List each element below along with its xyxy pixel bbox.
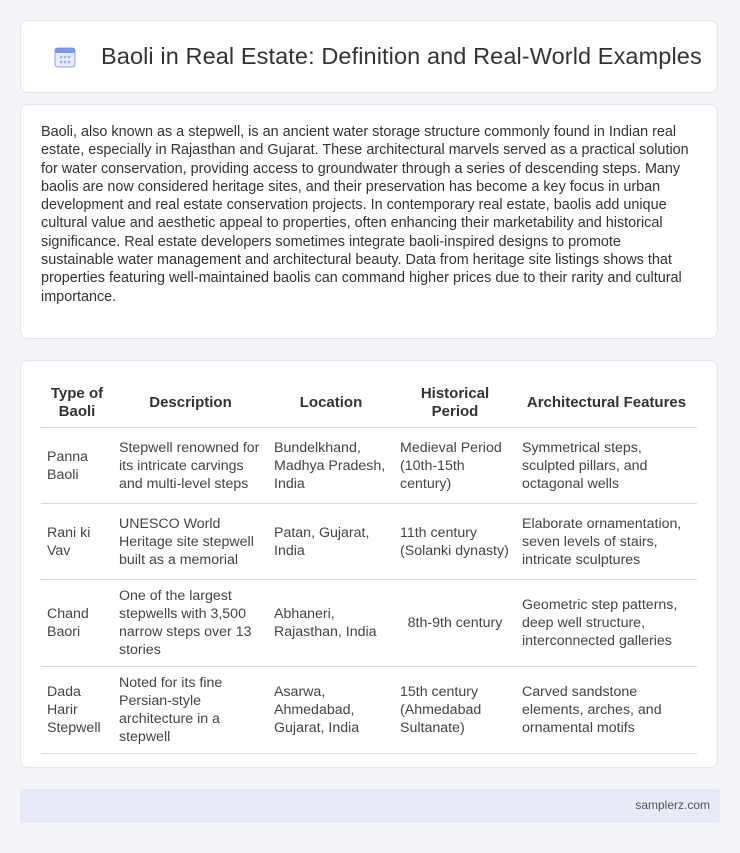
header-period: Historical Period [394, 379, 516, 428]
cell-description: Stepwell renowned for its intricate carvings and multi-level steps [113, 428, 268, 504]
cell-type: Rani ki Vav [41, 504, 113, 580]
table-row [41, 428, 697, 504]
page-title: Baoli in Real Estate: Definition and Real-World Examples [101, 43, 702, 69]
header-type: Type of Baoli [41, 379, 113, 428]
calendar-grid-icon [53, 45, 77, 69]
cell-type: Panna Baoli [41, 428, 113, 504]
table-row [41, 580, 697, 667]
footer-site-link[interactable]: samplerz.com [635, 798, 710, 812]
cell-period: Medieval Period (10th-15th century) [394, 428, 516, 504]
table-card [20, 360, 718, 768]
header-location: Location [268, 379, 394, 428]
header-features: Architectural Features [516, 379, 697, 428]
intro-card [20, 104, 718, 339]
cell-location: Abhaneri, Rajasthan, India [268, 580, 394, 667]
table-row [41, 667, 697, 754]
cell-features: Geometric step patterns, deep well structure, interconnected galleries [516, 580, 697, 667]
cell-location: Bundelkhand, Madhya Pradesh, India [268, 428, 394, 504]
header-description: Description [113, 379, 268, 428]
table-row [41, 504, 697, 580]
cell-features: Elaborate ornamentation, seven levels of stairs, intricate sculptures [516, 504, 697, 580]
cell-period: 8th-9th century [394, 580, 516, 667]
baoli-table [41, 379, 697, 754]
cell-period: 15th century (Ahmedabad Sultanate) [394, 667, 516, 754]
cell-type: Chand Baori [41, 580, 113, 667]
cell-location: Asarwa, Ahmedabad, Gujarat, India [268, 667, 394, 754]
cell-description: One of the largest stepwells with 3,500 narrow steps over 13 stories [113, 580, 268, 667]
cell-type: Dada Harir Stepwell [41, 667, 113, 754]
cell-description: Noted for its fine Persian-style architecture in a stepwell [113, 667, 268, 754]
cell-description: UNESCO World Heritage site stepwell built as a memorial [113, 504, 268, 580]
table-header-row [41, 379, 697, 428]
header-card [20, 20, 718, 93]
cell-features: Carved sandstone elements, arches, and ornamental motifs [516, 667, 697, 754]
cell-features: Symmetrical steps, sculpted pillars, and octagonal wells [516, 428, 697, 504]
intro-paragraph: Baoli, also known as a stepwell, is an ancient water storage structure commonly found in Indian real estate, especially in Rajasthan and Gujarat. These architectural marvels served as a practical solution for water conservation, providing access to groundwater through a series of descending steps. Many baolis are now considered heritage sites, and their preservation has become a key focus in urban development and real estate conservation projects. In contemporary real estate, baolis add unique cultural value and aesthetic appeal to properties, often enhancing their marketability and historical significance. Real estate developers sometimes integrate baoli-inspired designs to promote sustainable water management and architectural beauty. Data from heritage site listings shows that properties featuring well-maintained baolis can command higher prices due to their rarity and cultural importance. [41, 124, 689, 305]
footer-bar [20, 789, 720, 823]
cell-location: Patan, Gujarat, India [268, 504, 394, 580]
cell-period: 11th century (Solanki dynasty) [394, 504, 516, 580]
